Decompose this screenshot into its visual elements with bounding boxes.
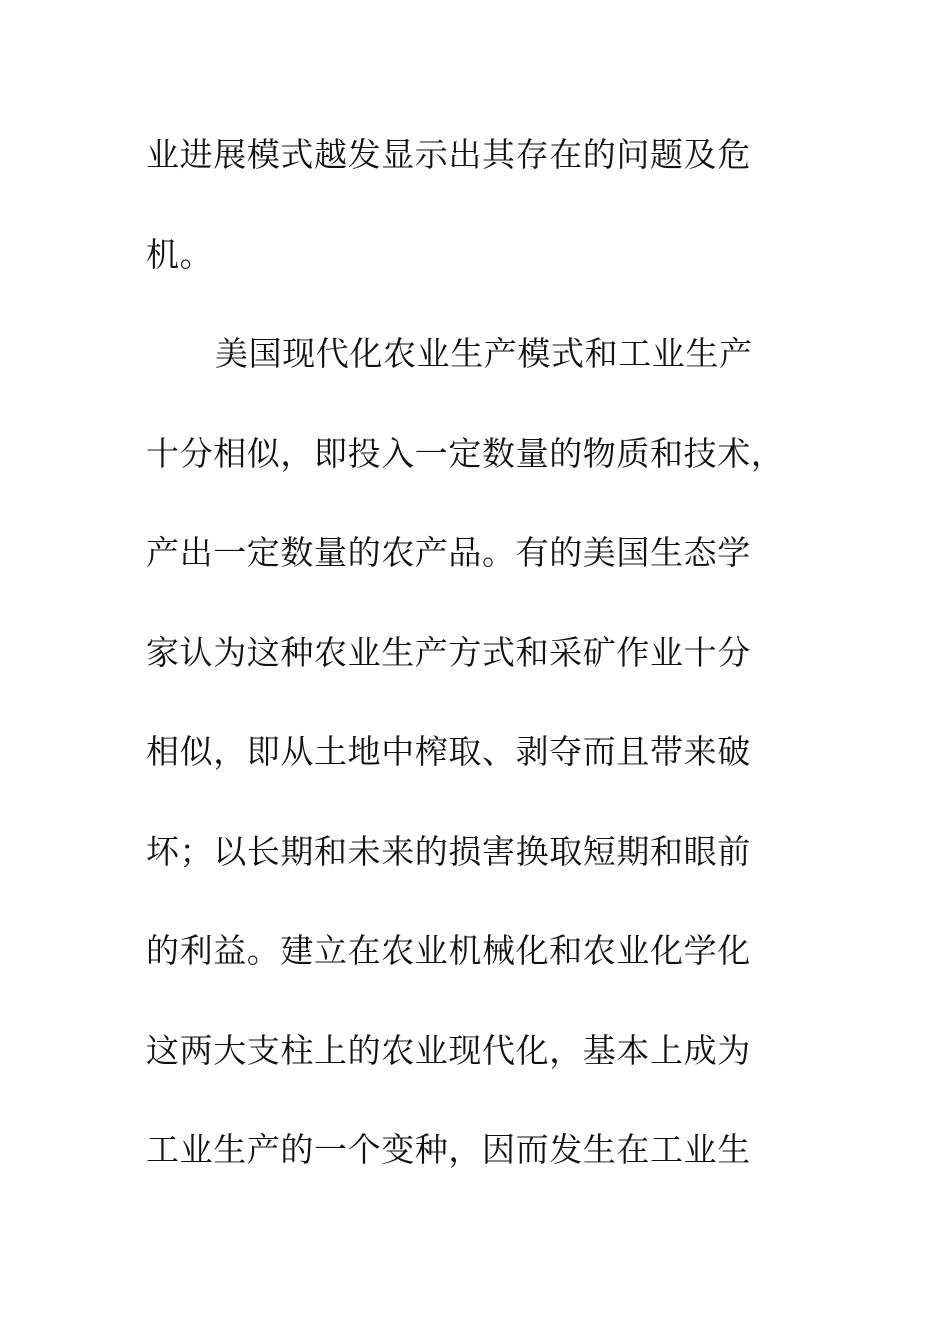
text-line: 产出一定数量的农产品。有的美国生态学 (146, 533, 751, 572)
text-line: 坏；以长期和未来的损害换取短期和眼前 (146, 831, 751, 871)
paragraph-first-line: 美国现代化农业生产模式和工业生产 (215, 334, 753, 373)
text-line: 家认为这种农业生产方式和采矿作业十分 (146, 632, 751, 672)
text-line: 业进展模式越发显示出其存在的问题及危 (146, 135, 751, 174)
body-text (146, 120, 806, 1215)
text-line: 这两大支柱上的农业现代化，基本上成为 (146, 1030, 751, 1070)
text-line: 相似，即从土地中榨取、剥夺而且带来破 (146, 732, 751, 771)
text-line: 十分相似，即投入一定数量的物质和技术， (146, 433, 785, 473)
text-line: 的利益。建立在农业机械化和农业化学化 (146, 931, 751, 970)
text-line: 工业生产的一个变种，因而发生在工业生 (146, 1130, 751, 1169)
text-line: 机。 (146, 234, 214, 274)
